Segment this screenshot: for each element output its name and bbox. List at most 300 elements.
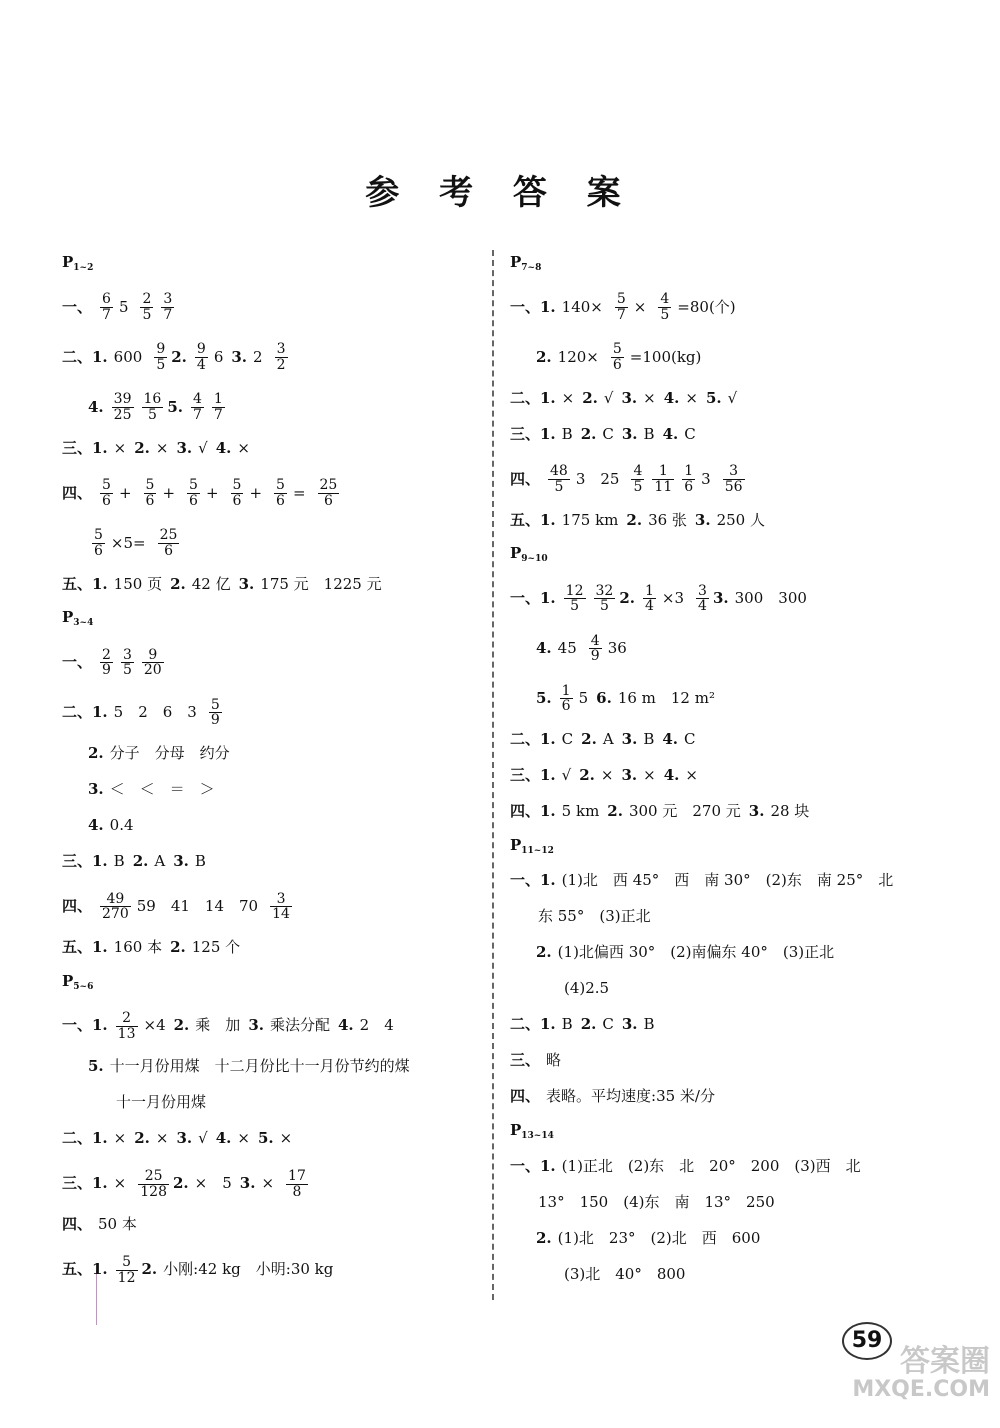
fraction <box>100 478 113 508</box>
question-number: 3. <box>712 589 729 608</box>
numerator: 5 <box>232 477 242 494</box>
answer-line <box>510 1050 930 1072</box>
answer-text: 175 km <box>561 510 619 529</box>
answer-text: 2 <box>253 347 263 366</box>
answer-text: =100(kg) <box>629 347 702 366</box>
question-number: 2. <box>581 730 597 749</box>
answer-text: 125 个 <box>191 938 241 957</box>
answer-line <box>62 643 477 683</box>
answer-line <box>510 387 930 409</box>
question-number: 3. <box>173 852 189 871</box>
denominator: 4 <box>196 356 206 373</box>
numerator: 5 <box>94 527 103 544</box>
answer-line <box>62 1006 477 1046</box>
answer-text: 十一月份用煤 <box>116 1093 207 1112</box>
question-number: 4. <box>662 730 679 749</box>
question-number: 4. <box>88 397 104 416</box>
answer-text: 0.4 <box>109 816 134 835</box>
fraction <box>611 342 624 372</box>
denominator: 13 <box>117 1025 136 1042</box>
numerator: 3 <box>276 341 286 358</box>
question-number: 四、 <box>62 897 93 916</box>
section-heading <box>510 1122 930 1141</box>
denominator: 6 <box>232 492 242 509</box>
answer-line <box>62 693 477 733</box>
numerator: 1 <box>213 391 223 408</box>
answer-text: × <box>685 388 698 407</box>
section-heading <box>62 609 477 628</box>
answer-text: × <box>261 1174 275 1193</box>
numerator: 5 <box>276 477 285 494</box>
fraction <box>652 464 674 494</box>
fraction <box>209 698 222 728</box>
answer-text: C <box>602 424 614 443</box>
numerator: 9 <box>156 341 166 358</box>
answer-line <box>62 1092 477 1114</box>
answer-line <box>62 1128 477 1150</box>
question-number: 5. <box>705 388 722 407</box>
numerator: 5 <box>102 477 111 494</box>
answer-text: × <box>600 766 614 785</box>
question-number: 五、1. <box>510 510 556 529</box>
numerator: 39 <box>113 391 132 408</box>
section-heading <box>62 254 477 273</box>
answer-text: √ <box>198 1129 208 1148</box>
numerator: 2 <box>102 646 111 663</box>
answer-text: 3 25 <box>575 469 620 488</box>
answer-text: 600 <box>113 347 143 366</box>
answer-text: 13° 150 (4)东 南 13° 250 <box>538 1192 775 1211</box>
question-number: 4. <box>536 639 552 658</box>
answer-text: × <box>155 438 169 457</box>
numerator: 25 <box>159 527 178 544</box>
numerator: 48 <box>550 463 568 480</box>
fraction <box>144 478 157 508</box>
answer-text: 42 亿 <box>191 574 231 593</box>
answer-line <box>62 287 477 327</box>
section-pages: 11~12 <box>521 845 554 856</box>
answer-text: 分子 分母 约分 <box>109 744 230 763</box>
watermark-logo <box>852 1345 990 1402</box>
fraction <box>318 478 340 508</box>
denominator: 4 <box>698 598 707 615</box>
answer-column-right <box>510 248 930 1299</box>
denominator: 7 <box>616 306 626 323</box>
answer-text: √ <box>603 388 614 407</box>
answer-text: √ <box>727 388 738 407</box>
answer-line <box>510 978 930 1000</box>
fraction <box>121 648 134 678</box>
question-number: 一、 <box>62 297 93 316</box>
section-pages: 7~8 <box>521 263 542 273</box>
denominator: 6 <box>145 492 155 509</box>
question-number: 3. <box>621 1015 638 1034</box>
fraction <box>723 464 745 494</box>
section-pages: 5~6 <box>73 981 94 992</box>
denominator: 56 <box>724 478 743 495</box>
fraction <box>275 342 288 372</box>
numerator: 3 <box>723 464 745 480</box>
answer-line <box>62 573 477 595</box>
answer-text: 36 张 <box>648 510 687 529</box>
answer-text: B <box>643 424 655 443</box>
question-number: 四、 <box>510 1087 541 1106</box>
answer-line <box>510 287 930 327</box>
question-number: 一、1. <box>510 589 556 608</box>
denominator: 25 <box>113 406 132 423</box>
fraction <box>231 478 244 508</box>
page-title: 参 考 答 案 <box>365 173 635 213</box>
answer-line <box>510 579 930 619</box>
question-number: 3. <box>748 802 765 821</box>
question-number: 2. <box>536 943 552 962</box>
answer-text: √ <box>561 766 572 785</box>
fraction <box>100 648 113 678</box>
answer-text: =80(个) <box>677 297 736 316</box>
answer-text: 6 <box>213 347 224 366</box>
answer-text: B <box>113 852 125 871</box>
answer-line <box>62 437 477 459</box>
denominator: 6 <box>102 492 111 509</box>
answer-text: C <box>561 730 574 749</box>
numerator: 9 <box>142 648 164 664</box>
answer-text: × <box>633 297 647 316</box>
question-number: 三、1. <box>510 424 556 443</box>
question-number: 二、1. <box>62 703 108 722</box>
numerator: 4 <box>660 291 670 308</box>
question-number: 二、1. <box>62 347 108 366</box>
question-number: 3. <box>621 388 638 407</box>
question-number: 2. <box>582 388 598 407</box>
answer-text: 160 本 <box>113 938 163 957</box>
section-label: $P_{3\sim 4}$ <box>62 608 94 629</box>
denominator: 5 <box>633 478 643 495</box>
column-divider <box>492 250 494 1300</box>
section-heading <box>510 254 930 273</box>
answer-line <box>510 1227 930 1249</box>
answer-line <box>62 473 477 513</box>
answer-text: 16 m 12 m² <box>617 689 715 708</box>
question-number: 三、 <box>510 1051 541 1070</box>
answer-text: 59 41 14 70 <box>136 897 259 916</box>
fraction <box>140 292 153 322</box>
numerator: 3 <box>698 582 707 599</box>
fraction <box>631 464 644 494</box>
question-number: 一、 <box>62 653 93 672</box>
fraction <box>658 292 671 322</box>
answer-text: × <box>113 1174 127 1193</box>
watermark-text: 答案圈 <box>900 1344 990 1379</box>
answer-line <box>62 523 477 563</box>
question-number: 四、 <box>62 483 93 502</box>
denominator: 6 <box>684 478 694 495</box>
answer-text: × <box>113 1129 127 1148</box>
question-number: 2. <box>134 438 150 457</box>
question-number: 4. <box>663 766 680 785</box>
question-number: 五、1. <box>62 1260 108 1279</box>
answer-text: × <box>685 766 698 785</box>
question-number: 3. <box>621 424 638 443</box>
numerator: 16 <box>143 391 162 408</box>
answer-text: 东 55° (3)正北 <box>538 907 651 926</box>
section-heading <box>62 973 477 992</box>
numerator: 4 <box>590 632 600 649</box>
answer-line <box>510 1155 930 1177</box>
denominator: 5 <box>147 406 157 423</box>
section-heading <box>510 545 930 564</box>
answer-text: 50 本 <box>98 1215 137 1234</box>
answer-text: × <box>561 388 575 407</box>
denominator: 6 <box>94 542 103 559</box>
numerator: 1 <box>561 682 571 699</box>
denominator: 7 <box>163 306 173 323</box>
denominator: 5 <box>660 306 670 323</box>
question-number: 2. <box>141 1260 158 1279</box>
fraction <box>142 392 164 422</box>
answer-text: 5 km <box>561 802 600 821</box>
numerator: 12 <box>565 582 584 599</box>
answer-text: 300 元 270 元 <box>628 802 741 821</box>
question-number: 2. <box>619 589 635 608</box>
question-number: 4. <box>663 388 680 407</box>
answer-text: (4)2.5 <box>564 979 610 998</box>
question-number: 2. <box>171 347 187 366</box>
answer-text: B <box>194 852 206 871</box>
question-number: 三、1. <box>510 766 556 785</box>
question-number: 四、 <box>62 1215 93 1234</box>
answer-text: + <box>249 483 263 502</box>
denominator: 12 <box>117 1269 136 1286</box>
answer-text: ×5= <box>110 533 146 552</box>
denominator: 9 <box>210 712 220 729</box>
question-number: 2. <box>580 1015 597 1034</box>
question-number: 3. <box>176 438 193 457</box>
answer-text: 120× <box>557 347 599 366</box>
answer-line <box>510 1086 930 1108</box>
answer-line <box>62 387 477 427</box>
answer-text: B <box>643 730 655 749</box>
denominator: 5 <box>122 662 132 679</box>
fraction <box>643 584 656 614</box>
section-pages: 3~4 <box>73 618 94 629</box>
answer-line <box>62 779 477 801</box>
answer-line <box>62 1056 477 1078</box>
fraction <box>116 1255 138 1285</box>
answer-line <box>510 765 930 787</box>
fraction <box>696 584 709 614</box>
denominator: 5 <box>570 598 580 615</box>
numerator: 4 <box>193 391 202 408</box>
answer-text: × <box>643 766 656 785</box>
answer-text: 乘 加 <box>195 1016 241 1035</box>
denominator: 7 <box>193 406 202 423</box>
section-label: $P_{5\sim 6}$ <box>62 971 94 992</box>
question-number: 4. <box>88 816 104 835</box>
denominator: 6 <box>164 542 173 559</box>
fraction <box>100 292 113 322</box>
answer-text: × <box>237 438 250 457</box>
numerator: 5 <box>210 696 220 713</box>
answer-text: 2 4 <box>359 1016 394 1035</box>
question-number: 三、1. <box>62 438 108 457</box>
answer-text: 300 300 <box>734 589 807 608</box>
question-number: 三、1. <box>62 852 108 871</box>
question-number: 二、1. <box>510 388 556 407</box>
denominator: 8 <box>292 1183 302 1200</box>
question-number: 4. <box>662 424 679 443</box>
question-number: 2. <box>536 1228 552 1247</box>
question-number: 2. <box>170 574 186 593</box>
numerator: 9 <box>196 341 206 358</box>
answer-text: (1)北偏西 30° (2)南偏东 40° (3)正北 <box>557 943 835 962</box>
fraction <box>100 892 131 922</box>
answer-text: × <box>155 1129 169 1148</box>
answer-text: (1)北 西 45° 西 南 30° (2)东 南 25° 北 <box>561 871 894 890</box>
numerator: 1 <box>652 464 674 480</box>
denominator: 4 <box>645 598 654 615</box>
answer-line <box>62 1214 477 1236</box>
answer-text: 十一月份用煤 十二月份比十一月份节约的煤 <box>109 1057 410 1076</box>
answer-text: ×3 <box>661 589 685 608</box>
answer-text: B <box>643 1015 655 1034</box>
question-number: 3. <box>176 1129 193 1148</box>
question-number: 2. <box>580 424 597 443</box>
answer-line <box>510 906 930 928</box>
fraction <box>615 292 628 322</box>
question-number: 3. <box>88 780 104 799</box>
fraction <box>548 464 570 494</box>
question-number: 5. <box>536 689 552 708</box>
numerator: 3 <box>122 646 132 663</box>
numerator: 1 <box>684 463 694 480</box>
answer-line <box>510 729 930 751</box>
fraction <box>594 584 616 614</box>
fraction <box>92 528 105 558</box>
denominator: 6 <box>612 356 622 373</box>
question-number: 二、1. <box>510 730 556 749</box>
denominator: 6 <box>561 698 571 715</box>
answer-line <box>510 509 930 531</box>
numerator: 4 <box>633 463 643 480</box>
answer-text: ＜ ＜ ＝ ＞ <box>109 780 215 799</box>
answer-text: (1)正北 (2)东 北 20° 200 (3)西 北 <box>561 1156 861 1175</box>
question-number: 3. <box>694 510 711 529</box>
denominator: 9 <box>102 662 111 679</box>
numerator: 1 <box>645 582 654 599</box>
answer-text: 140× <box>561 297 603 316</box>
question-number: 5. <box>167 397 183 416</box>
denominator: 5 <box>142 306 152 323</box>
answer-text: + <box>118 483 132 502</box>
answer-text: × <box>113 438 127 457</box>
answer-text: 36 <box>607 639 627 658</box>
numerator: 5 <box>616 291 626 308</box>
answer-text: × <box>643 388 656 407</box>
denominator: 14 <box>272 906 290 923</box>
question-number: 一、1. <box>510 297 556 316</box>
answer-line <box>510 337 930 377</box>
answer-text: 5 <box>578 689 589 708</box>
fraction <box>161 292 174 322</box>
answer-line <box>62 1250 477 1290</box>
denominator: 5 <box>156 356 166 373</box>
section-pages: 9~10 <box>521 554 548 565</box>
answer-text: C <box>684 730 696 749</box>
answer-text: 175 元 1225 元 <box>260 574 382 593</box>
fraction <box>270 892 292 922</box>
answer-line <box>62 815 477 837</box>
answer-line <box>510 1263 930 1285</box>
denominator: 20 <box>143 662 162 679</box>
question-number: 一、1. <box>510 871 556 890</box>
answer-text: C <box>684 424 696 443</box>
question-number: 2. <box>134 1129 150 1148</box>
question-number: 2. <box>579 766 595 785</box>
section-label: $P_{11\sim 12}$ <box>510 835 554 856</box>
answer-text: 小刚:42 kg 小明:30 kg <box>163 1260 334 1279</box>
answer-text: B <box>561 424 573 443</box>
question-number: 4. <box>338 1016 354 1035</box>
answer-line <box>62 887 477 927</box>
question-number: 3. <box>238 574 255 593</box>
denominator: 270 <box>102 906 129 923</box>
numerator: 3 <box>270 892 292 908</box>
answer-line <box>62 743 477 765</box>
answer-text: 28 块 <box>770 802 810 821</box>
denominator: 5 <box>554 478 564 495</box>
question-number: 5. <box>88 1057 104 1076</box>
question-number: 4. <box>215 438 232 457</box>
fraction <box>191 392 204 422</box>
question-number: 3. <box>621 766 638 785</box>
question-number: 2. <box>88 744 104 763</box>
denominator: 128 <box>140 1183 167 1200</box>
question-number: 2. <box>626 510 643 529</box>
denominator: 2 <box>276 356 286 373</box>
numerator: 49 <box>100 892 131 908</box>
question-number: 3. <box>621 730 638 749</box>
question-number: 二、1. <box>510 1015 556 1034</box>
answer-text: 150 页 <box>113 574 163 593</box>
answer-text: 5 <box>118 297 129 316</box>
numerator: 2 <box>142 291 152 308</box>
answer-line <box>510 1191 930 1213</box>
answer-text: A <box>154 852 166 871</box>
denominator: 9 <box>590 648 600 665</box>
answer-text: 乘法分配 <box>269 1016 330 1035</box>
answer-text: A <box>602 730 614 749</box>
question-number: 2. <box>170 938 186 957</box>
question-number: 6. <box>596 689 612 708</box>
answer-text: (1)北 23° (2)北 西 600 <box>557 1228 761 1247</box>
answer-text: × 5 <box>194 1174 232 1193</box>
fraction <box>142 648 164 678</box>
denominator: 7 <box>102 306 111 323</box>
answer-text: 表略。平均速度:35 米/分 <box>546 1087 715 1106</box>
question-number: 3. <box>231 347 248 366</box>
answer-line <box>62 851 477 873</box>
section-pages: 1~2 <box>73 263 94 273</box>
answer-text: √ <box>198 438 208 457</box>
answer-line <box>62 337 477 377</box>
question-number: 三、1. <box>62 1174 108 1193</box>
question-number: 2. <box>132 852 149 871</box>
question-number: 四、1. <box>510 802 556 821</box>
fraction <box>212 392 225 422</box>
denominator: 11 <box>654 478 673 495</box>
answer-text: C <box>602 1015 614 1034</box>
answer-text: × <box>237 1129 250 1148</box>
